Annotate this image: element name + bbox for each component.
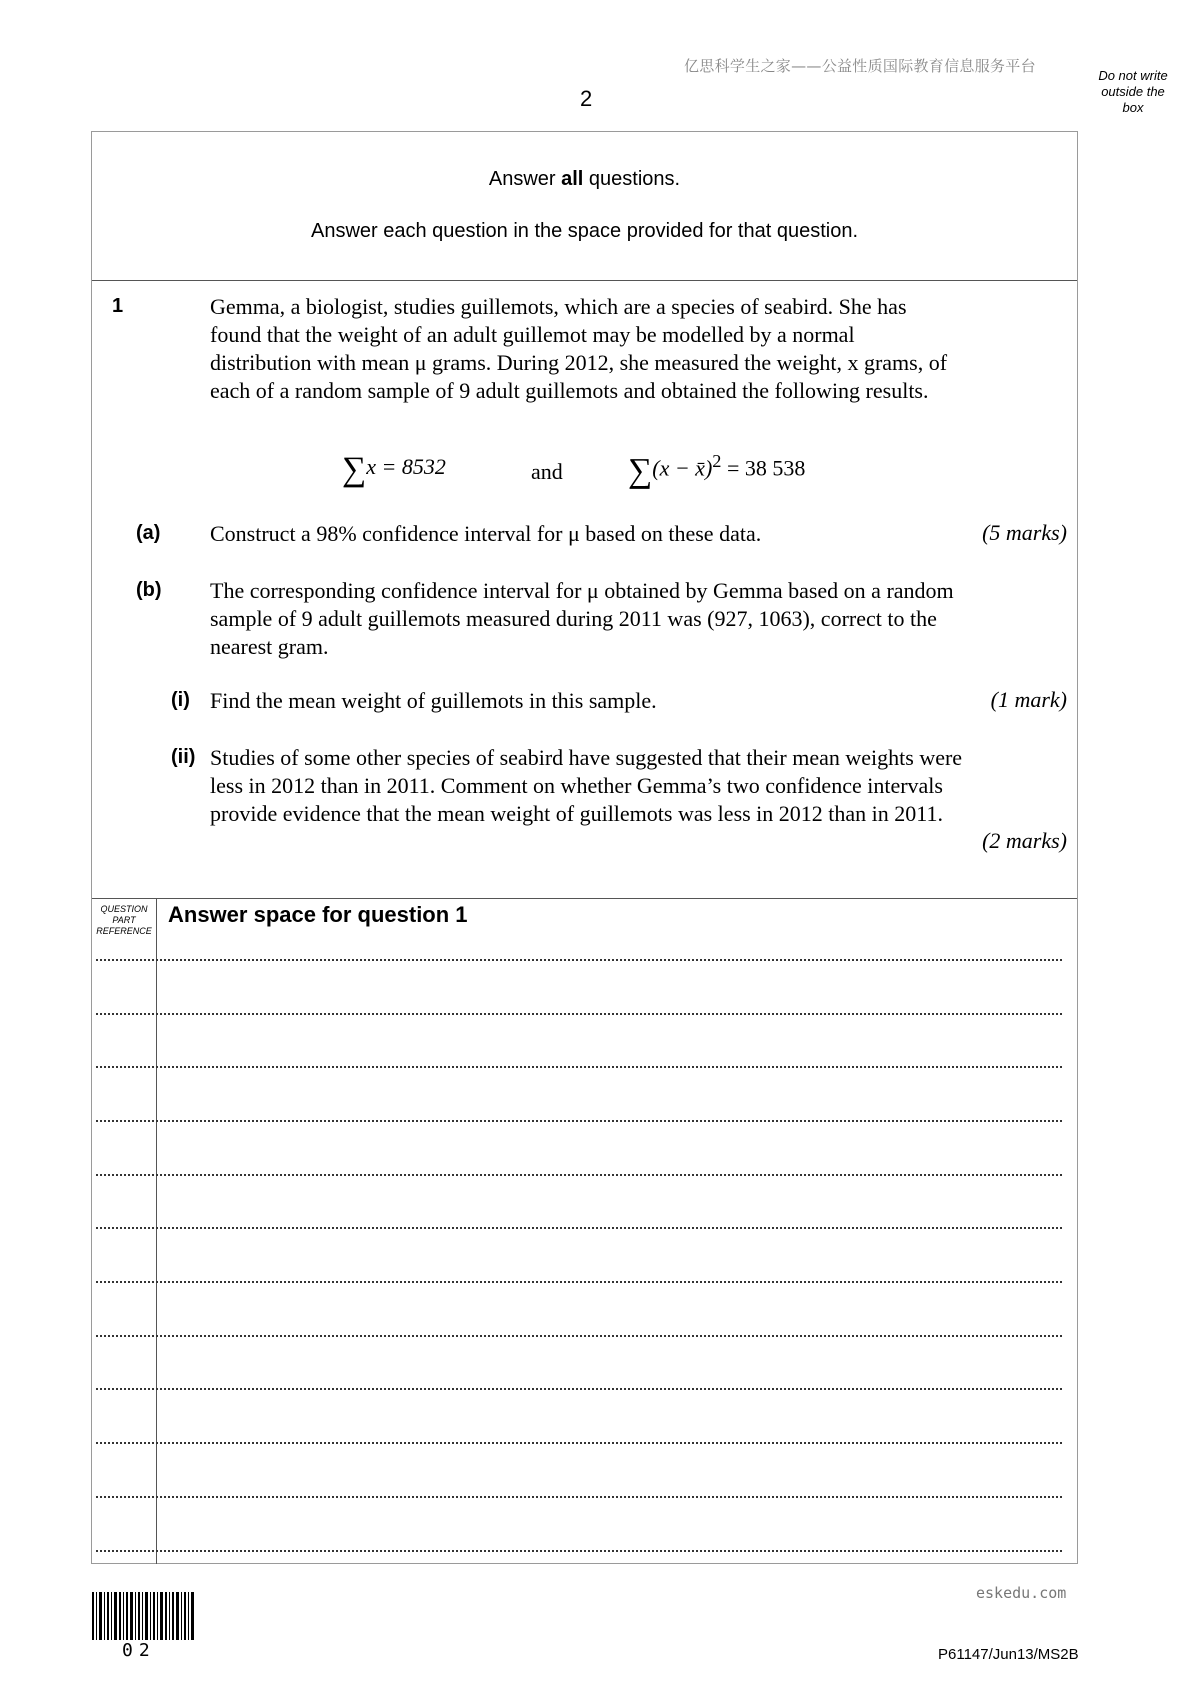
formula-value: = 38 538 bbox=[721, 455, 806, 481]
stem-line: Gemma, a biologist, studies guillemots, which are a species of seabird. She has bbox=[210, 294, 907, 319]
answer-line[interactable] bbox=[96, 959, 1062, 961]
part-b-ii-text bbox=[210, 744, 962, 828]
instruction-line-1 bbox=[92, 168, 1077, 191]
part-label-b-i: (i) bbox=[171, 689, 190, 711]
ref-label-line: PART bbox=[112, 915, 136, 925]
barcode-image bbox=[92, 1592, 196, 1640]
sum-x-formula bbox=[342, 451, 446, 489]
part-b-line: sample of 9 adult guillemots measured during 2011 was (927, 1063), correct to the bbox=[210, 606, 937, 631]
ref-label-line: QUESTION bbox=[100, 904, 148, 914]
answer-line[interactable] bbox=[96, 1227, 1062, 1229]
part-b-ii-line: provide evidence that the mean weight of guillemots was less in 2012 than in 2011. bbox=[210, 801, 943, 826]
ref-label-line: REFERENCE bbox=[96, 926, 152, 936]
stem-line: found that the weight of an adult guillemot may be modelled by a normal bbox=[210, 322, 855, 347]
sigma-symbol: ∑ bbox=[628, 452, 653, 490]
instructions-box bbox=[92, 132, 1077, 281]
part-label-a: (a) bbox=[136, 522, 161, 544]
part-b-ii-line: Studies of some other species of seabird have suggested that their mean weights were bbox=[210, 745, 963, 770]
answer-line[interactable] bbox=[96, 1281, 1062, 1283]
part-b-i-marks: (1 mark) bbox=[990, 687, 1067, 712]
formula-exponent: 2 bbox=[712, 451, 722, 471]
answer-line[interactable] bbox=[96, 1496, 1062, 1498]
barcode-number: 02 bbox=[122, 1640, 156, 1661]
part-b-ii-line: less in 2012 than in 2011. Comment on whether Gemma’s two confidence intervals bbox=[210, 773, 943, 798]
instruction-text: Answer bbox=[488, 168, 562, 190]
formula-text: (x − x̄) bbox=[652, 455, 713, 481]
answer-space-title: Answer space for question 1 bbox=[168, 902, 468, 927]
answer-line[interactable] bbox=[96, 1066, 1062, 1068]
answer-line[interactable] bbox=[96, 1388, 1062, 1390]
instruction-line-2: Answer each question in the space provided for that question. bbox=[310, 220, 858, 242]
part-a-text: Construct a 98% confidence interval for μ based on these data. bbox=[210, 521, 762, 546]
instruction-emphasis: all bbox=[561, 168, 584, 190]
part-label-b-ii: (ii) bbox=[171, 746, 196, 768]
summary-formula bbox=[92, 447, 1077, 497]
reference-column-divider bbox=[156, 898, 157, 1564]
paper-code: P61147/Jun13/MS2B bbox=[938, 1646, 1079, 1663]
answer-line[interactable] bbox=[96, 1120, 1062, 1122]
watermark-text: 亿思科学生之家——公益性质国际教育信息服务平台 bbox=[684, 57, 1036, 75]
instruction-text: questions. bbox=[583, 168, 681, 190]
formula-text: x = 8532 bbox=[366, 454, 446, 479]
part-label-b: (b) bbox=[136, 579, 162, 601]
answer-line[interactable] bbox=[96, 1442, 1062, 1444]
part-b-text bbox=[210, 577, 954, 661]
margin-note bbox=[1088, 68, 1178, 116]
answer-line[interactable] bbox=[96, 1013, 1062, 1015]
page-number: 2 bbox=[580, 86, 593, 111]
formula-connector: and bbox=[531, 459, 563, 484]
part-b-line: The corresponding confidence interval for μ obtained by Gemma based on a random bbox=[210, 578, 954, 603]
question-part-reference-label bbox=[92, 904, 156, 937]
margin-note-line: Do not write bbox=[1098, 68, 1168, 83]
question-number: 1 bbox=[112, 295, 124, 317]
sigma-symbol: ∑ bbox=[342, 451, 367, 488]
footer-website: eskedu.com bbox=[976, 1584, 1067, 1602]
answer-line[interactable] bbox=[96, 1550, 1062, 1552]
stem-line: each of a random sample of 9 adult guillemots and obtained the following results. bbox=[210, 378, 929, 403]
exam-frame bbox=[91, 131, 1078, 1564]
question-stem bbox=[210, 293, 947, 405]
part-b-i-text: Find the mean weight of guillemots in this sample. bbox=[210, 688, 657, 713]
answer-space-divider bbox=[92, 898, 1077, 899]
answer-line[interactable] bbox=[96, 1174, 1062, 1176]
part-b-line: nearest gram. bbox=[210, 634, 329, 659]
margin-note-line: box bbox=[1122, 100, 1144, 115]
part-b-ii-marks: (2 marks) bbox=[982, 828, 1067, 853]
stem-line: distribution with mean μ grams. During 2012, she measured the weight, x grams, of bbox=[210, 350, 948, 375]
margin-note-line: outside the bbox=[1101, 84, 1165, 99]
sum-squares-formula bbox=[628, 451, 805, 490]
part-a-marks: (5 marks) bbox=[982, 520, 1067, 545]
answer-line[interactable] bbox=[96, 1335, 1062, 1337]
